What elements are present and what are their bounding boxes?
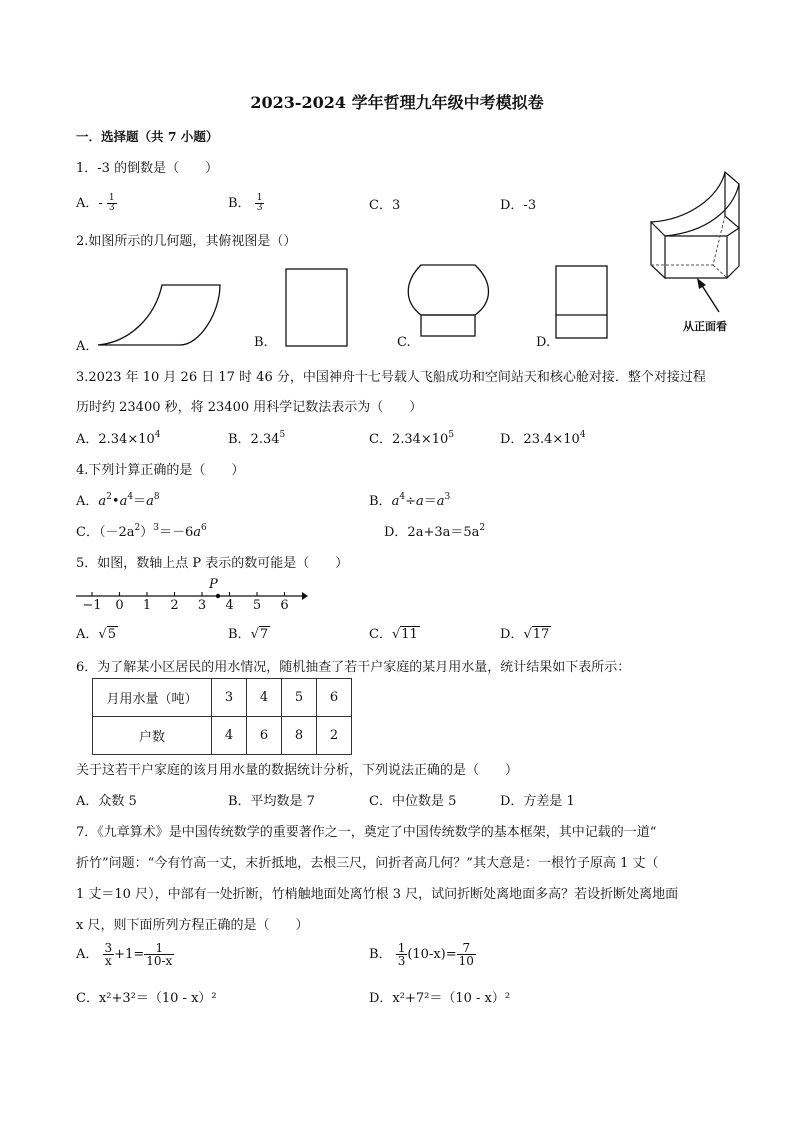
q1-option-b	[228, 192, 264, 213]
denominator: 10	[458, 954, 474, 968]
table-cell: 4	[247, 679, 282, 717]
q6-option-a: A．众数 5	[76, 794, 137, 809]
q1-option-c: C．3	[369, 198, 401, 213]
q7-a-mid: +1=	[114, 947, 145, 962]
radicand: 7	[259, 627, 269, 642]
q3-option-c	[369, 428, 454, 447]
q7-b-mid: (10-x)=	[407, 947, 457, 962]
q4-d-label: D．2a+3a＝5a	[384, 525, 480, 540]
exponent: 5	[279, 430, 286, 440]
q1-stem: 1．-3 的倒数是（ ）	[76, 161, 219, 176]
q7-b-label: B．	[369, 947, 392, 962]
q1-option-d: D．-3	[500, 198, 537, 213]
q6-water-table	[92, 678, 352, 755]
q2-option-c-label: C.	[397, 335, 411, 350]
table-header-cell: 户数	[93, 717, 212, 755]
q7-option-c: C．x²+3²＝（10 - x）²	[76, 991, 217, 1006]
q6-option-d: D．方差是 1	[500, 794, 575, 809]
sqrt-symbol: √17	[523, 627, 550, 642]
number-line-tick-label: −1	[82, 598, 102, 613]
number-line-tick-label: 2	[170, 598, 179, 613]
table-row	[93, 717, 352, 755]
table-cell: 6	[317, 679, 352, 717]
table-cell: 3	[212, 679, 247, 717]
q6-option-b: B．平均数是 7	[228, 794, 315, 809]
q3-stem-line1: 3.2023 年 10 月 26 日 17 时 46 分，中国神舟十七号载人飞船成功和空间站天和核心舱对接．整个对接过程	[76, 370, 706, 385]
numerator: 1	[108, 193, 115, 203]
section-heading: 一．选择题（共 7 小题）	[76, 129, 219, 144]
q2-option-b-label: B.	[254, 335, 268, 350]
q3-stem-line2: 历时约 23400 秒，将 23400 用科学记数法表示为（ ）	[76, 400, 423, 415]
q5-d-label: D．	[500, 627, 524, 642]
numerator: 3	[104, 941, 113, 955]
q2-solid-figure	[647, 170, 749, 315]
q3-option-a	[76, 428, 161, 447]
numerator: 7	[457, 942, 476, 955]
radicand: 11	[401, 627, 418, 642]
q7-line3: 1 丈＝10 尺），中部有一处折断，竹梢触地面处离竹根 3 尺，试问折断处离地面多高？若设折断处离地面	[76, 887, 679, 902]
q3-option-b	[228, 428, 285, 447]
q7-option-d: D．x²+7²＝（10 - x）²	[369, 991, 511, 1006]
fraction	[103, 942, 115, 967]
page-title: 2023-2024 学年哲理九年级中考模拟卷	[250, 93, 544, 112]
q5-option-b	[228, 623, 270, 642]
q1-a-fraction	[107, 194, 117, 213]
q5-option-c	[369, 623, 420, 642]
denominator: 10-x	[146, 954, 173, 968]
q5-option-a	[76, 623, 118, 642]
sqrt-symbol: √11	[391, 627, 418, 642]
denominator: 3	[108, 203, 115, 213]
q6-stem: 6．为了解某小区居民的用水情况，随机抽查了若干户家庭的某月用水量，统计结果如下表所示：	[76, 660, 631, 675]
numerator: 1	[256, 193, 263, 203]
q7-a-label: A．	[76, 947, 99, 962]
radicand: 5	[107, 627, 116, 642]
number-line-tick-label: 0	[115, 598, 124, 613]
table-cell: 6	[247, 717, 282, 755]
q2-option-c-figure	[408, 264, 490, 338]
q5-a-label: A．	[76, 627, 99, 642]
exponent: 4	[579, 430, 586, 440]
exponent: 4	[154, 430, 161, 440]
q7-line4: x 尺，则下面所列方程正确的是（ ）	[76, 918, 309, 933]
q1-b-label: B．	[228, 196, 251, 211]
fraction	[457, 942, 476, 967]
fraction	[396, 942, 408, 967]
q5-stem: 5．如图，数轴上点 P 表示的数可能是（ ）	[76, 556, 349, 571]
table-cell: 8	[282, 717, 317, 755]
radicand: 17	[532, 627, 550, 642]
table-header-cell: 月用水量（吨）	[93, 679, 212, 717]
q2-option-d-label: D.	[536, 335, 551, 350]
denominator: x	[104, 954, 112, 968]
q4-a-label: A．	[76, 494, 99, 509]
sqrt-symbol: √7	[250, 627, 269, 642]
denominator: 3	[397, 954, 406, 968]
q2-option-d-figure	[555, 265, 609, 340]
q7-line1: 7．《九章算术》是中国传统数学的重要著作之一，奠定了中国传统数学的基本框架，其中记载的一道“	[76, 825, 657, 840]
table-cell: 4	[212, 717, 247, 755]
q6-followup: 关于这若干户家庭的该月用水量的数据统计分析，下列说法正确的是（ ）	[76, 763, 519, 778]
q4-option-b: B．$a^4\div a=a^3$	[369, 492, 451, 509]
q1-a-label: A．-	[76, 196, 103, 211]
number-line-tick-label: 5	[252, 598, 262, 613]
q4-c-label: C．（－2a	[76, 525, 135, 540]
q7-line2: 折竹”问题：“今有竹高一丈，末折抵地，去根三尺，问折者高几何？”其大意是：一根竹子原高 1 丈（	[76, 856, 659, 871]
q1-option-a	[76, 192, 117, 213]
q4-stem: 4.下列计算正确的是（ ）	[76, 463, 245, 478]
table-cell: 2	[317, 717, 352, 755]
q7-option-b	[369, 942, 476, 967]
q5-option-d	[500, 623, 551, 642]
fraction	[144, 942, 174, 967]
sqrt-symbol: √5	[98, 627, 116, 642]
q2-option-b-figure	[285, 268, 351, 348]
q5-c-label: C．	[369, 627, 392, 642]
numerator: 1	[397, 941, 406, 955]
q5-b-label: B．	[228, 627, 251, 642]
q2-option-a-figure	[80, 282, 225, 348]
number-line-tick-label: 6	[280, 598, 289, 613]
q2-view-caption: 从正面看	[683, 320, 727, 333]
q5-point-label: P	[209, 577, 218, 592]
q4-option-c: C．$(-2a^2)^3=-6a^6$	[76, 523, 207, 540]
denominator: 3	[256, 203, 263, 213]
q4-option-d: D．$2a+3a=5a^2$	[384, 523, 486, 540]
q6-option-c: C．中位数是 5	[369, 794, 457, 809]
table-cell: 5	[282, 679, 317, 717]
numerator: 1	[144, 942, 174, 955]
q4-b-label: B．	[369, 494, 392, 509]
q3-a-text: A．2.34×10	[76, 432, 155, 447]
q3-d-text: D．23.4×10	[500, 432, 580, 447]
q4-option-a: A．$a^2•a^4=a^8$	[76, 492, 160, 509]
number-line-tick-label: 3	[197, 598, 207, 613]
number-line-tick-label: 1	[142, 598, 152, 613]
q3-option-d	[500, 428, 586, 447]
number-line-tick-label: 4	[225, 598, 234, 613]
q1-b-fraction	[255, 194, 265, 213]
q2-stem: 2.如图所示的几何题，其俯视图是（）	[76, 234, 297, 249]
q3-b-text: B．2.34	[228, 432, 280, 447]
q3-c-text: C．2.34×10	[369, 432, 449, 447]
table-row	[93, 679, 352, 717]
q7-option-a	[76, 942, 174, 967]
q2-option-a-label: A．	[76, 339, 99, 354]
exponent: 5	[448, 430, 455, 440]
